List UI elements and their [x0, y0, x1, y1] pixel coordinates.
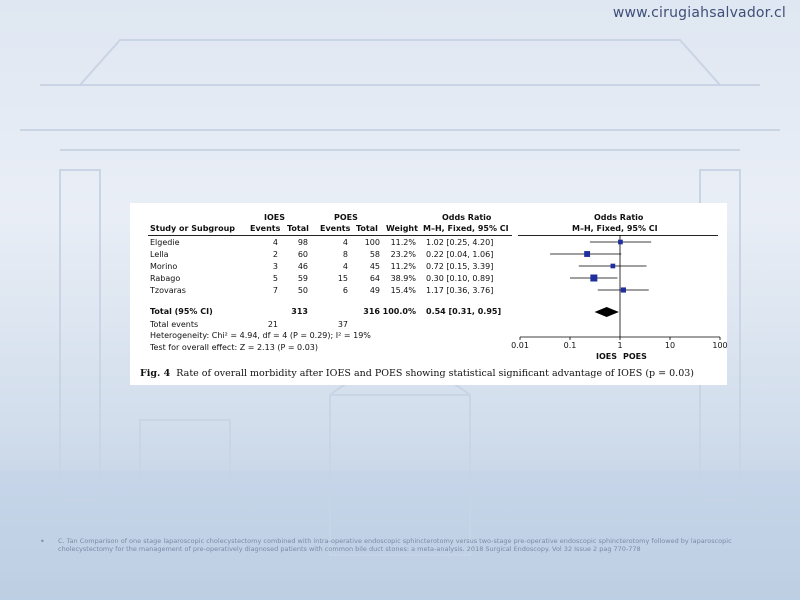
total-or-ci: 0.54 [0.31, 0.95] — [426, 307, 502, 316]
pooled-diamond — [595, 307, 619, 317]
study-name: Morino — [150, 262, 178, 271]
figure-caption — [140, 368, 694, 379]
study-name: Tzovaras — [150, 286, 186, 295]
study-marker — [611, 264, 616, 269]
favours-poes-label: POES — [623, 352, 647, 361]
figure-label: Fig. 4 — [140, 368, 171, 379]
study-name: Elgedie — [150, 238, 180, 247]
reference-footnote: C. Tan Comparison of one stage laparoscopic cholecystectomy combined with intra-operative endoscopic sphincterotomy versus two-stage pre-operative endoscopic sphincterotomy followed by laparoscopic cholecystectomy for the management of pre-operatively diagnosed patients with common bile duct stones: a meta-analysis. 2018 Surgical Endoscopy. Vol 32 Issue 2 pag 770-778 — [58, 537, 732, 553]
x-tick-label: 1 — [617, 341, 623, 350]
site-url[interactable]: www.cirugiahsalvador.cl — [612, 5, 786, 21]
study-name: Lella — [150, 250, 169, 259]
plot-method-header: M–H, Fixed, 95% CI — [572, 224, 658, 233]
ioes-total: 60 — [297, 250, 308, 259]
ioes-total: 50 — [297, 286, 308, 295]
or-ci: 0.22 [0.04, 1.06] — [426, 250, 494, 259]
study-marker — [621, 287, 626, 292]
poes-grand-total: 316 — [363, 307, 380, 316]
weight: 11.2% — [390, 262, 416, 271]
poes-total: 100 — [364, 238, 380, 247]
or-method-header: M–H, Fixed, 95% CI — [423, 224, 509, 233]
ioes-group-header: IOES — [264, 213, 286, 222]
heterogeneity-text: Heterogeneity: Chi² = 4.94, df = 4 (P = 0.29); I² = 19% — [150, 331, 371, 340]
or-ci: 1.02 [0.25, 4.20] — [426, 238, 494, 247]
ioes-grand-total: 313 — [291, 307, 308, 316]
odds-ratio-table-header: Odds Ratio — [442, 213, 492, 222]
poes-group-header: POES — [334, 213, 358, 222]
poes-events-header: Events — [320, 224, 351, 233]
overall-effect-text: Test for overall effect: Z = 2.13 (P = 0.03) — [150, 343, 318, 352]
total-label: Total (95% CI) — [150, 307, 213, 316]
weight: 15.4% — [390, 286, 416, 295]
ioes-events: 4 — [272, 238, 278, 247]
x-tick-label: 10 — [664, 341, 676, 350]
poes-total: 45 — [369, 262, 380, 271]
poes-total-events: 37 — [337, 320, 348, 329]
caption-text: Rate of overall morbidity after IOES and POES showing statistical significant advantage of IOES (p = 0.03) — [176, 368, 694, 379]
weight: 11.2% — [390, 238, 416, 247]
ioes-events: 5 — [272, 274, 278, 283]
x-tick-label: 0.1 — [563, 341, 577, 350]
ioes-events-header: Events — [250, 224, 281, 233]
weight: 38.9% — [390, 274, 416, 283]
total-weight: 100.0% — [382, 307, 416, 316]
poes-events: 6 — [342, 286, 348, 295]
x-tick-label: 100 — [712, 341, 728, 350]
poes-events: 4 — [342, 262, 348, 271]
or-ci: 0.72 [0.15, 3.39] — [426, 262, 494, 271]
forest-plot-figure — [130, 203, 727, 385]
weight-header: Weight — [386, 224, 418, 233]
or-ci: 0.30 [0.10, 0.89] — [426, 274, 494, 283]
poes-total: 64 — [369, 274, 380, 283]
favours-ioes-label: IOES — [595, 352, 617, 361]
study-marker — [584, 251, 590, 257]
study-marker — [618, 240, 623, 245]
or-ci: 1.17 [0.36, 3.76] — [426, 286, 494, 295]
ioes-total: 98 — [297, 238, 308, 247]
odds-ratio-plot-header: Odds Ratio — [594, 213, 644, 222]
total-events-label: Total events — [150, 320, 199, 329]
poes-total: 58 — [369, 250, 380, 259]
poes-total: 49 — [369, 286, 380, 295]
poes-events: 15 — [337, 274, 348, 283]
poes-events: 8 — [342, 250, 348, 259]
ioes-total-header: Total — [287, 224, 309, 233]
ioes-events: 3 — [272, 262, 278, 271]
forest-plot — [510, 217, 730, 367]
ioes-total-events: 21 — [267, 320, 278, 329]
footnote-bullet: • — [40, 537, 45, 546]
ioes-events: 7 — [272, 286, 278, 295]
x-tick-label: 0.01 — [511, 341, 529, 350]
study-column-header: Study or Subgroup — [150, 224, 236, 233]
ioes-total: 59 — [297, 274, 308, 283]
study-marker — [590, 275, 597, 282]
poes-total-header: Total — [356, 224, 378, 233]
ioes-total: 46 — [297, 262, 308, 271]
ioes-events: 2 — [272, 250, 278, 259]
poes-events: 4 — [342, 238, 348, 247]
weight: 23.2% — [390, 250, 416, 259]
study-name: Rabago — [150, 274, 181, 283]
header-rule — [148, 235, 512, 236]
